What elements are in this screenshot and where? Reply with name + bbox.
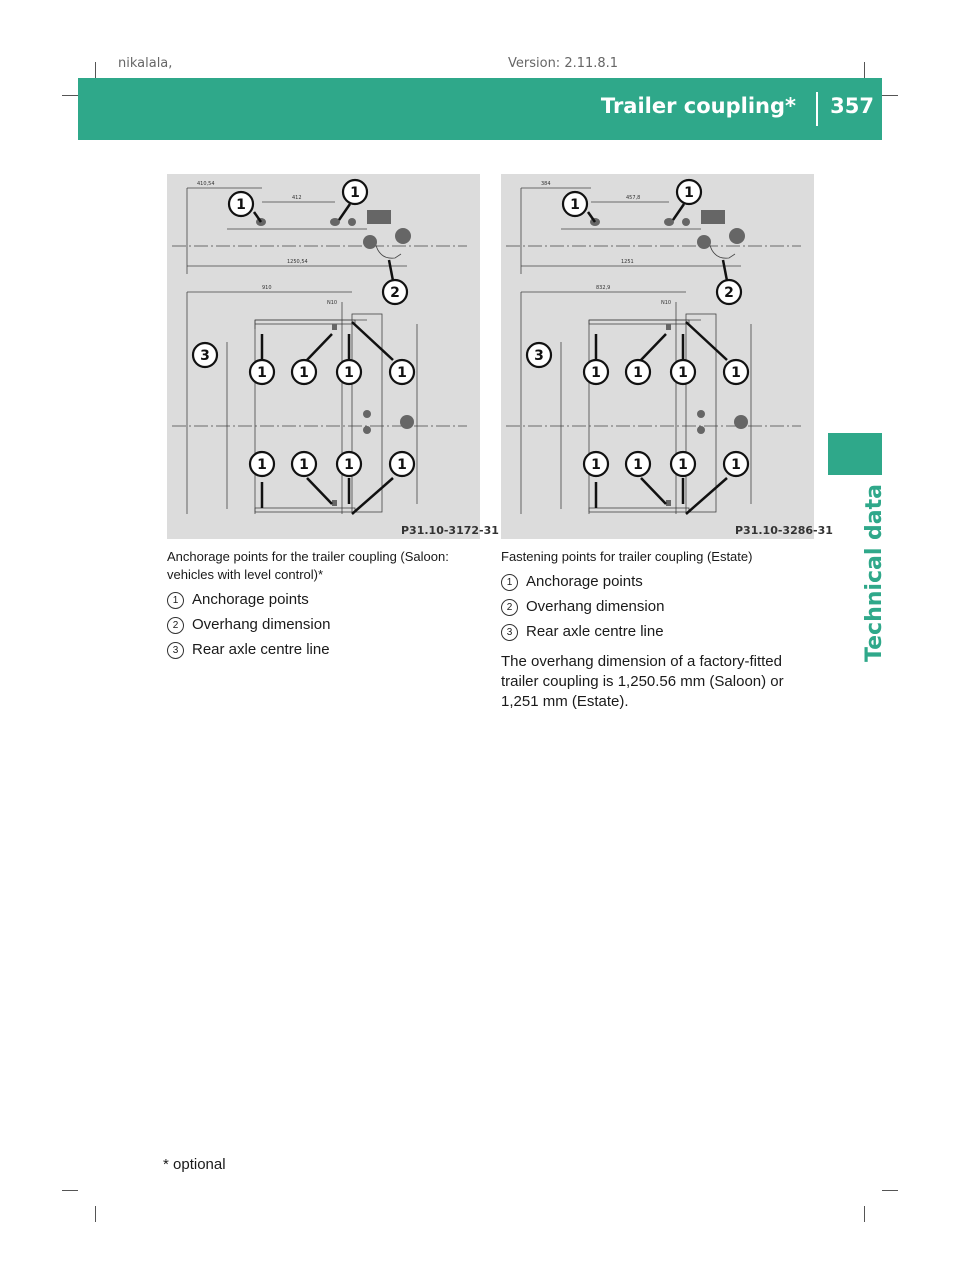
left-column [167, 548, 487, 665]
legend-item [167, 615, 487, 635]
header-bar [78, 78, 882, 140]
legend-item [501, 572, 821, 592]
callout-overhang: 2 [390, 285, 400, 301]
crop-mark [95, 1206, 96, 1222]
callout-anchorage: 1 [570, 197, 580, 213]
legend-number: 1 [501, 574, 518, 591]
legend-item [167, 590, 487, 610]
dim-label: N10 [661, 300, 672, 306]
legend-number: 2 [501, 599, 518, 616]
crop-mark [882, 95, 898, 96]
dim-label: 384 [541, 181, 551, 187]
callout-anchorage: 1 [299, 365, 309, 381]
legend-saloon [167, 590, 487, 660]
dim-label: 410,54 [197, 181, 215, 187]
callout-anchorage: 1 [350, 185, 360, 201]
diagram-saloon [167, 174, 499, 539]
dim-label: 832,9 [596, 285, 611, 291]
callout-anchorage: 1 [344, 457, 354, 473]
callout-anchorage: 1 [397, 457, 407, 473]
header-divider [816, 92, 818, 126]
crop-mark [62, 95, 78, 96]
dim-label: 910 [262, 285, 272, 291]
legend-label: Anchorage points [526, 573, 643, 590]
page-title: Trailer coupling* [600, 94, 796, 118]
callout-anchorage: 1 [236, 197, 246, 213]
right-column [501, 548, 821, 712]
page-meta-right: Version: 2.11.8.1 [508, 56, 619, 71]
legend-label: Overhang dimension [192, 616, 331, 633]
callout-anchorage: 1 [257, 365, 267, 381]
overhang-paragraph: The overhang dimension of a factory-fitted trailer coupling is 1,250.56 mm (Saloon) or 1,251 mm (Estate). [501, 653, 784, 710]
legend-number: 3 [501, 624, 518, 641]
dim-label: 457,8 [626, 195, 641, 201]
crop-mark [62, 1190, 78, 1191]
legend-label: Anchorage points [192, 591, 309, 608]
callout-anchorage: 1 [591, 457, 601, 473]
figure-code: P31.10-3286-31 [735, 524, 833, 537]
diagram-estate [501, 174, 833, 539]
figure-code: P31.10-3172-31 [401, 524, 499, 537]
figure-estate [501, 174, 833, 539]
dim-label: 1250,54 [287, 259, 308, 265]
callout-anchorage: 1 [684, 185, 694, 201]
crop-mark [864, 62, 865, 78]
legend-item [501, 597, 821, 617]
crop-mark [864, 1206, 865, 1222]
page-meta-left: nikalala, [118, 56, 173, 71]
callout-anchorage: 1 [257, 457, 267, 473]
dim-label: 1251 [621, 259, 634, 265]
legend-number: 1 [167, 592, 184, 609]
callout-anchorage: 1 [397, 365, 407, 381]
legend-estate [501, 572, 821, 642]
callout-anchorage: 1 [678, 457, 688, 473]
crop-mark [95, 62, 96, 78]
legend-number: 2 [167, 617, 184, 634]
figure-caption-estate: Fastening points for trailer coupling (Estate) [501, 549, 753, 564]
footnote: * optional [163, 1156, 226, 1173]
figure-caption-saloon: Anchorage points for the trailer coupling (Saloon: vehicles with level control)* [167, 549, 449, 582]
page-number: 357 [830, 94, 874, 118]
side-tab-label: Technical data [862, 484, 887, 662]
callout-anchorage: 1 [731, 457, 741, 473]
callout-overhang: 2 [724, 285, 734, 301]
legend-label: Overhang dimension [526, 598, 665, 615]
legend-label: Rear axle centre line [192, 641, 330, 658]
legend-item [167, 640, 487, 660]
callout-anchorage: 1 [299, 457, 309, 473]
callout-anchorage: 1 [633, 457, 643, 473]
callout-anchorage: 1 [678, 365, 688, 381]
legend-label: Rear axle centre line [526, 623, 664, 640]
callout-anchorage: 1 [591, 365, 601, 381]
callout-axle: 3 [534, 348, 544, 364]
legend-number: 3 [167, 642, 184, 659]
callout-anchorage: 1 [633, 365, 643, 381]
dim-label: 412 [292, 195, 302, 201]
callout-anchorage: 1 [344, 365, 354, 381]
figure-saloon [167, 174, 499, 539]
dim-label: N10 [327, 300, 338, 306]
callout-anchorage: 1 [731, 365, 741, 381]
side-tab-block [828, 433, 882, 475]
callout-axle: 3 [200, 348, 210, 364]
legend-item [501, 622, 821, 642]
crop-mark [882, 1190, 898, 1191]
